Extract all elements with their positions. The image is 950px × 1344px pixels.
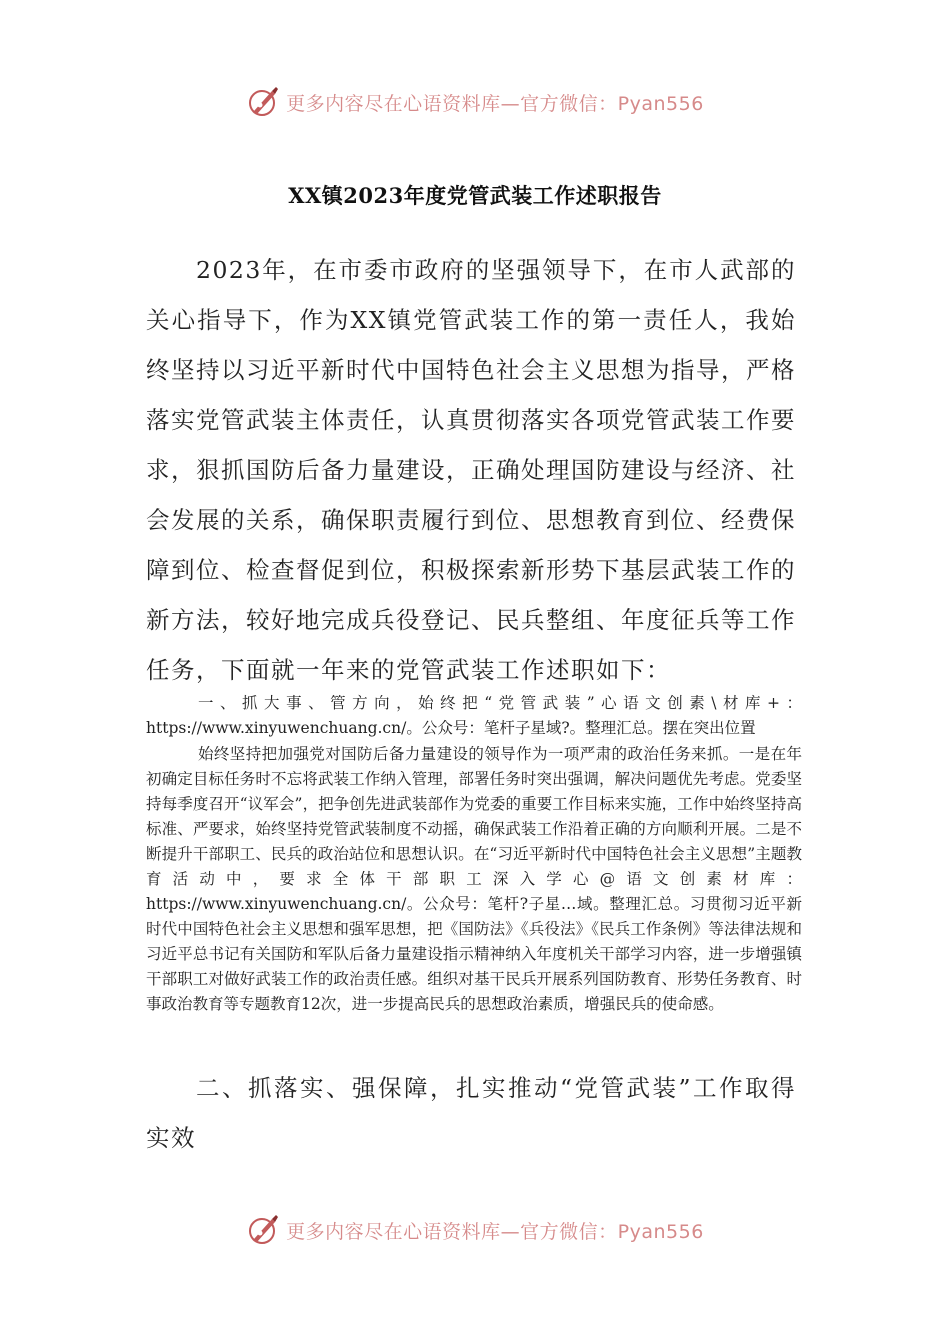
footer-watermark-text: 更多内容尽在心语资料库—官方微信：Pyan556 (286, 1220, 704, 1243)
document-title: XX镇2023年度党管武装工作述职报告 (288, 183, 662, 208)
section1-body: 始终坚持把加强党对国防后备力量建设的领导作为一项严肃的政治任务来抓。一是在年初确定目标任务时不忘将武装工作纳入管理，部署任务时突出强调，解决问题优先考虑。党委坚持每季度召开“议军会”，把争创先进武装部作为党委的重要工作目标来实施，工作中始终坚持高标准、严要求，始终坚持党管武装制度不动摇，确保武装工作沿着正确的方向顺利开展。二是不断提升干部职工、民兵的政治站位和思想认识。在“习近平新时代中国特色社会主义思想”主题教育活动中，要求全体干部职工深入学心@语文创素材库：https://www.xinyuwenchuang.cn/。公众号：笔杆?子星…域。整理汇总。习贯彻习近平新时代中国特色社会主义思想和强军思想，把《国防法》《兵役法》《民兵工作条例》等法律法规和习近平总书记有关国防和军队后备力量建设指示精神纳入年度机关干部学习内容，进一步增强镇干部职工对做好武装工作的政治责任感。组织对基干民兵开展系列国防教育、形势任务教育、时事政治教育等专题教育12次，进一步提高民兵的思想政治素质，增强民兵的使命感。 (146, 745, 802, 1013)
pen-circle-icon (246, 1213, 280, 1247)
pen-circle-icon (246, 85, 280, 119)
section2-heading: 二、抓落实、强保障，扎实推动“党管武装”工作取得实效 (146, 1074, 796, 1152)
footer-watermark-banner (0, 1210, 950, 1250)
header-watermark-banner (0, 82, 950, 122)
header-watermark-text: 更多内容尽在心语资料库—官方微信：Pyan556 (286, 92, 704, 115)
section1-heading: 一、抓大事、管方向，始终把“党管武装”心语文创素\材库+：https://www.xinyuwenchuang.cn/。公众号：笔杆子星域?。整理汇总。摆在突出位置 (146, 694, 802, 737)
intro-paragraph: 2023年，在市委市政府的坚强领导下，在市人武部的关心指导下，作为XX镇党管武装工作的第一责任人，我始终坚持以习近平新时代中国特色社会主义思想为指导，严格落实党管武装主体责任，认真贯彻落实各项党管武装工作要求，狠抓国防后备力量建设，正确处理国防建设与经济、社会发展的关系，确保职责履行到位、思想教育到位、经费保障到位、检查督促到位，积极探索新形势下基层武装工作的新方法，较好地完成兵役登记、民兵整组、年度征兵等工作任务，下面就一年来的党管武装工作述职如下： (146, 256, 796, 684)
